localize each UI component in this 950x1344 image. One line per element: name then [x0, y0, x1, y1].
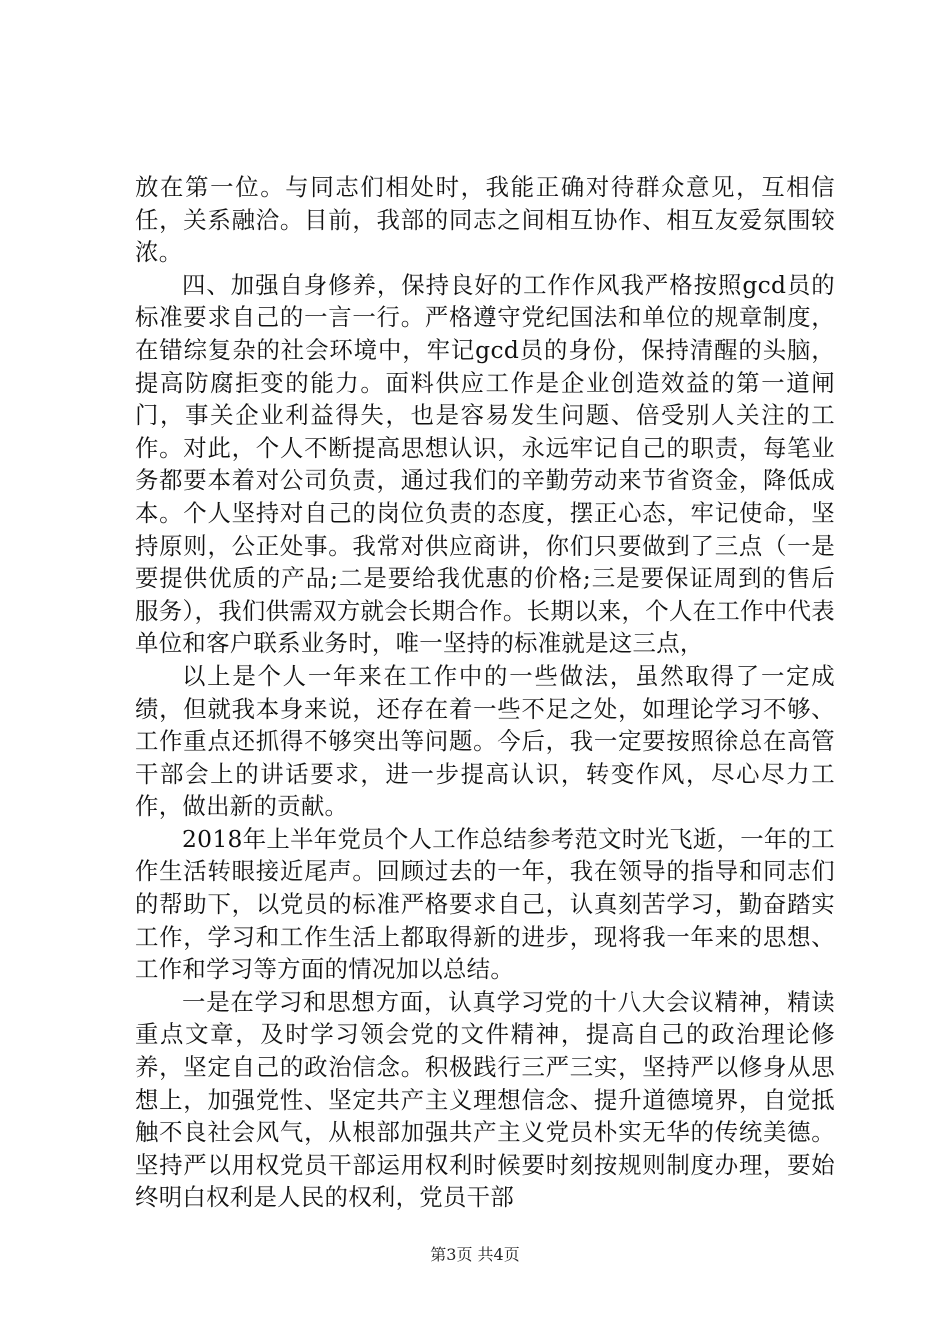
paragraph-5: 一是在学习和思想方面，认真学习党的十八大会议精神，精读重点文章，及时学习领会党的文件精神，提高自己的政治理论修养，坚定自己的政治信念。积极践行三严三实，坚持严以修身从思想上，加强党性、坚定共产主义理想信念、提升道德境界，自觉抵触不良社会风气，从根部加强共产主义党员朴实无华的传统美德。坚持严以用权党员干部运用权利时候要时刻按规则制度办理，要始终明白权利是人民的权利，党员干部 — [135, 987, 835, 1212]
paragraph-2: 四、加强自身修养，保持良好的工作作风我严格按照gcd员的标准要求自己的一言一行。严格遵守党纪国法和单位的规章制度，在错综复杂的社会环境中，牢记gcd员的身份，保持清醒的头脑，提高防腐拒变的能力。面料供应工作是企业创造效益的第一道闸门，事关企业利益得失，也是容易发生问题、倍受别人关注的工作。对此，个人不断提高思想认识，永远牢记自己的职责，每笔业务都要本着对公司负责，通过我们的辛勤劳动来节省资金，降低成本。个人坚持对自己的岗位负责的态度，摆正心态，牢记使命，坚持原则，公正处事。我常对供应商讲，你们只要做到了三点（一是要提供优质的产品;二是要给我优惠的价格;三是要保证周到的售后服务），我们供需双方就会长期合作。长期以来，个人在工作中代表单位和客户联系业务时，唯一坚持的标准就是这三点， — [135, 270, 835, 658]
page-number-footer: 第3页 共4页 — [430, 1245, 520, 1264]
document-body — [135, 171, 835, 1214]
paragraph-3: 以上是个人一年来在工作中的一些做法，虽然取得了一定成绩，但就我本身来说，还存在着一些不足之处，如理论学习不够、工作重点还抓得不够突出等问题。今后，我一定要按照徐总在高管干部会上的讲话要求，进一步提高认识，转变作风，尽心尽力工作，做出新的贡献。 — [135, 661, 835, 821]
paragraph-1: 放在第一位。与同志们相处时，我能正确对待群众意见，互相信任，关系融洽。目前，我部的同志之间相互协作、相互友爱氛围较浓。 — [135, 173, 835, 267]
paragraph-4: 2018年上半年党员个人工作总结参考范文时光飞逝，一年的工作生活转眼接近尾声。回顾过去的一年，我在领导的指导和同志们的帮助下，以党员的标准严格要求自己，认真刻苦学习，勤奋踏实工作，学习和工作生活上都取得新的进步，现将我一年来的思想、工作和学习等方面的情况加以总结。 — [135, 824, 835, 984]
